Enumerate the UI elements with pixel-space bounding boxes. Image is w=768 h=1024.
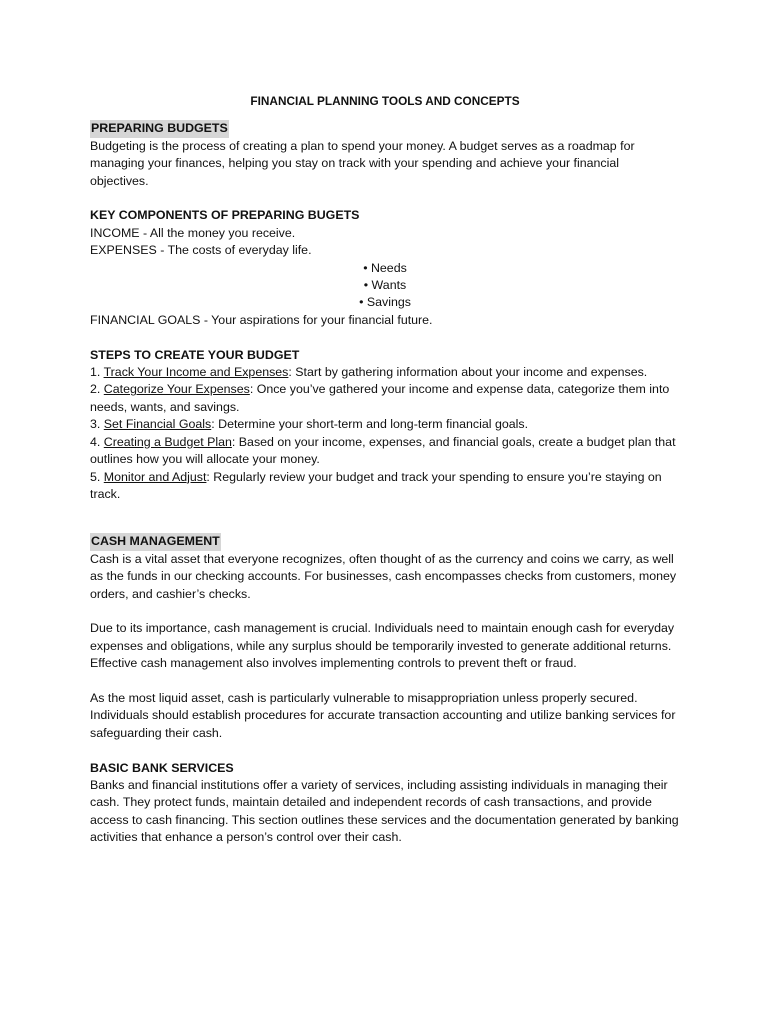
- section-steps: [90, 347, 680, 504]
- step-link-goals: Set Financial Goals: [103, 417, 212, 432]
- step-link-monitor: Monitor and Adjust: [103, 469, 207, 484]
- goals-line: FINANCIAL GOALS - Your aspirations for your financial future.: [90, 312, 433, 327]
- section-heading-steps: STEPS TO CREATE YOUR BUDGET: [90, 347, 300, 362]
- step-item: [90, 381, 680, 416]
- step-number: 2.: [90, 382, 104, 397]
- section-key-components: [90, 207, 680, 329]
- step-item: [90, 416, 680, 433]
- section-heading-budgets: PREPARING BUDGETS: [90, 120, 229, 137]
- bullet-wants: • Wants: [363, 278, 407, 293]
- page-title: FINANCIAL PLANNING TOOLS AND CONCEPTS: [250, 94, 520, 108]
- bullet-savings: • Savings: [359, 295, 411, 310]
- bank-paragraph-1: Banks and financial institutions offer a variety of services, including assisting individuals in managing their cash. They protect funds, maintain detailed and independent records of cash transactions, and provide access to cash financing. This section outlines these services and the documentation generated by banking activities that enhance a person’s control over their cash.: [90, 777, 679, 845]
- section-bank-services: [90, 760, 680, 847]
- income-line: INCOME - All the money you receive.: [90, 225, 296, 240]
- step-number: 3.: [90, 417, 104, 432]
- step-text: : Determine your short-term and long-term financial goals.: [211, 417, 529, 432]
- section-heading-bank: BASIC BANK SERVICES: [90, 760, 234, 775]
- step-text: : Regularly review your budget and track your spending to ensure you’re staying on track.: [90, 469, 662, 501]
- section-cash-management: [90, 533, 680, 742]
- step-number: 5.: [90, 469, 104, 484]
- budgets-intro: Budgeting is the process of creating a plan to spend your money. A budget serves as a roadmap for managing your finances, helping you stay on track with your spending and achieve your financial objectives.: [90, 138, 635, 188]
- cash-paragraph-1: Cash is a vital asset that everyone recognizes, often thought of as the currency and coins we carry, as well as the funds in our checking accounts. For businesses, cash encompasses checks from customers, money orders, and cashier’s checks.: [90, 551, 677, 601]
- section-preparing-budgets: [90, 120, 680, 190]
- step-item: [90, 469, 680, 504]
- step-text: : Based on your income, expenses, and financial goals, create a budget plan that outlines how you will allocate your money.: [90, 434, 676, 467]
- cash-paragraph-2: Due to its importance, cash management is crucial. Individuals need to maintain enough cash for everyday expenses and obligations, while any surplus should be temporarily invested to generate additional returns. Effective cash management also involves implementing controls to prevent theft or fraud.: [90, 621, 675, 671]
- step-item: [90, 434, 680, 469]
- step-text: : Start by gathering information about your income and expenses.: [288, 365, 648, 380]
- step-number: 1.: [90, 365, 104, 380]
- section-heading-components: KEY COMPONENTS OF PREPARING BUGETS: [90, 208, 360, 223]
- step-link-categorize: Categorize Your Expenses: [103, 382, 250, 397]
- cash-paragraph-3: As the most liquid asset, cash is particularly vulnerable to misappropriation unless properly secured. Individuals should establish procedures for accurate transaction accounting and utilize banking services for safeguarding their cash.: [90, 690, 676, 740]
- step-item: [90, 364, 680, 381]
- step-link-track: Track Your Income and Expenses: [103, 365, 289, 380]
- bullet-needs: • Needs: [363, 260, 407, 275]
- expenses-line: EXPENSES - The costs of everyday life.: [90, 243, 312, 258]
- step-link-plan: Creating a Budget Plan: [103, 434, 232, 449]
- section-heading-cash: CASH MANAGEMENT: [90, 533, 221, 550]
- step-number: 4.: [90, 434, 104, 449]
- step-text: : Once you’ve gathered your income and expense data, categorize them into needs, wants, and savings.: [90, 382, 670, 414]
